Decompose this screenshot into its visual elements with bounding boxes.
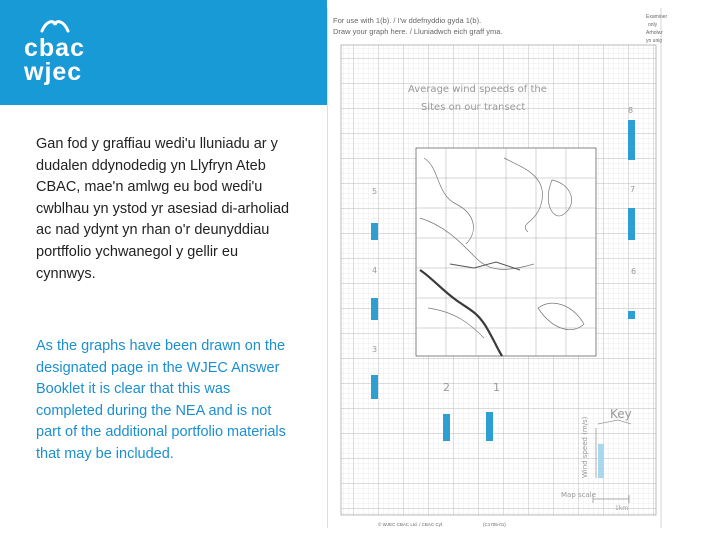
site-6-bar [628, 311, 635, 319]
site-3-label: 3 [372, 345, 378, 354]
site-1-bar [486, 412, 493, 441]
map-scale-label: Map scale [561, 491, 597, 499]
logo-line-wjec: wjec [24, 58, 83, 86]
brand-logo [24, 36, 85, 84]
site-4-label: 4 [372, 266, 378, 275]
answer-booklet-scan [327, 8, 671, 528]
examiner-label-2: only [648, 22, 658, 28]
graph-title-line2: Sites on our transect [421, 102, 526, 113]
site-3-bar [371, 375, 378, 399]
brand-panel [0, 0, 327, 105]
key-axis-label: Wind speed (m/s) [581, 416, 589, 478]
scan-header-line1: For use with 1(b). / I'w ddefnyddio gyda 1(b). [333, 16, 482, 25]
sketch-map [416, 148, 596, 356]
site-8-label: 8 [628, 106, 634, 115]
scan-footer-left: © WJEC CBAC Ltd. / CBAC Cyf. [378, 522, 444, 527]
map-scale-unit: 1km [615, 505, 629, 512]
key-label: Key [610, 407, 632, 421]
examiner-label-1: Examiner [646, 14, 668, 20]
scan-header-line2: Draw your graph here. / Lluniadwch eich graff yma. [333, 27, 503, 36]
english-paragraph: As the graphs have been drawn on the designated page in the WJEC Answer Booklet it is clear that this was completed during the NEA and is not part of the additional portfolio materials that may be included. [36, 338, 286, 462]
site-8-bar [628, 120, 635, 160]
scan-footer-right: (C1705-01) [483, 522, 506, 527]
site-1-label: 1 [493, 381, 500, 394]
graph-title-line1: Average wind speeds of the [408, 84, 547, 95]
key-sample-bar [598, 444, 604, 478]
scan-svg [328, 8, 671, 528]
site-2-bar [443, 414, 450, 441]
site-5-bar [371, 223, 378, 240]
logo-line-cbac: cbac [24, 34, 85, 62]
welsh-paragraph: Gan fod y graffiau wedi'u lluniadu ar y dudalen ddynodedig yn Llyfryn Ateb CBAC, mae'n amlwg eu bod wedi'u cwblhau yn ystod yr asesiad di-arholiad ac nad ydynt yn rhan o'r deunyddiau portffolio ychwanegol y gellir eu cynnwys. [36, 136, 290, 282]
site-7-label: 7 [630, 185, 636, 194]
site-7-bar [628, 208, 635, 240]
cbac-leaf-icon [40, 19, 70, 33]
site-4-bar [371, 298, 378, 320]
site-6-label: 6 [631, 267, 637, 276]
site-2-label: 2 [443, 381, 450, 394]
examiner-label-3: Arholwr [646, 30, 663, 36]
site-5-label: 5 [372, 187, 378, 196]
examiner-label-4: yn unig [646, 38, 663, 44]
